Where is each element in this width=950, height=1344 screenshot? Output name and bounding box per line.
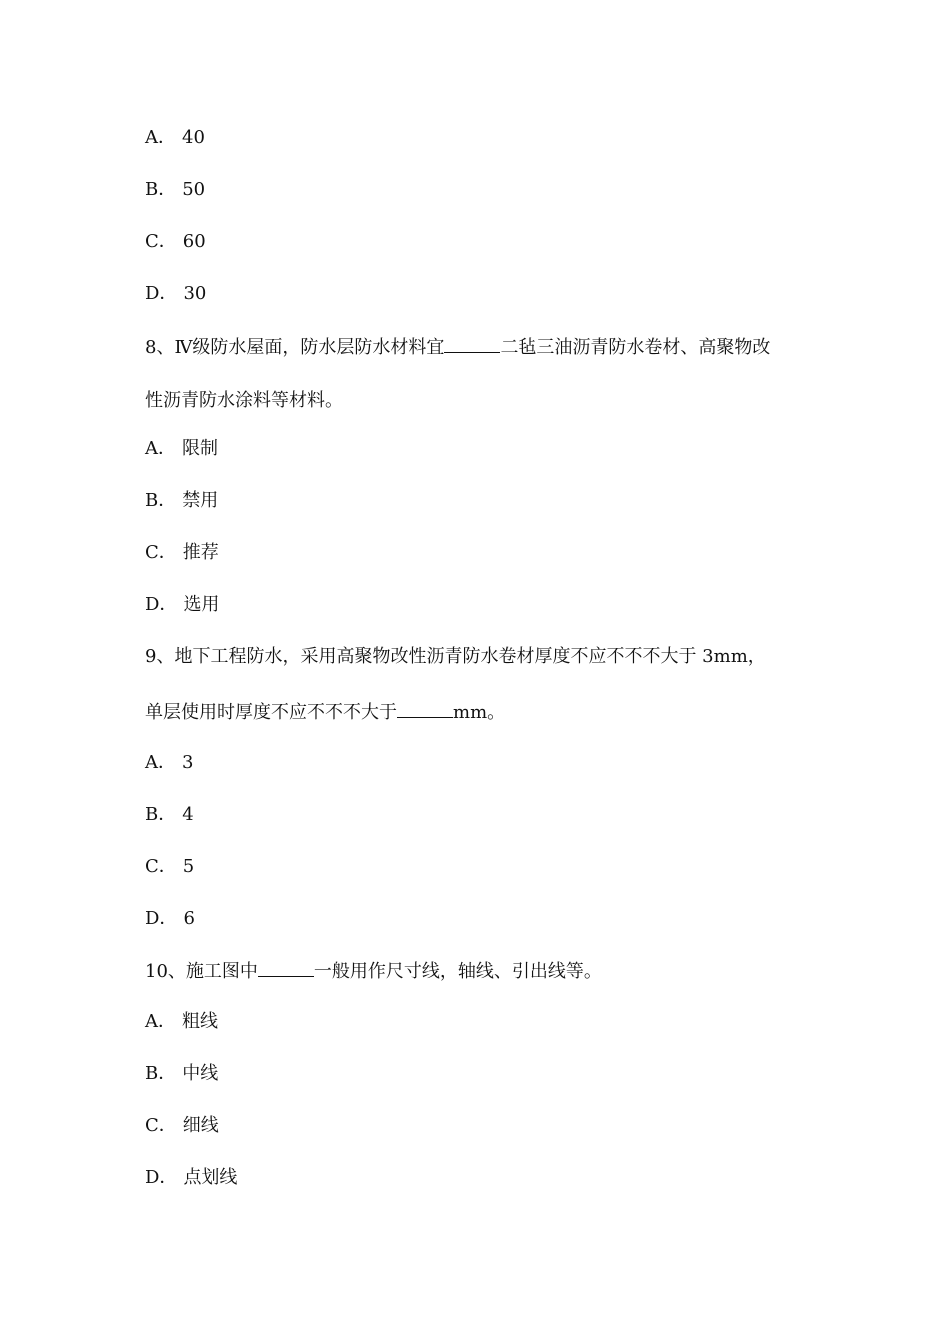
option-label: C． bbox=[145, 542, 177, 563]
answer-blank bbox=[258, 958, 314, 977]
option-text: 限制 bbox=[182, 438, 218, 459]
option-b bbox=[145, 803, 194, 827]
option-label: A． bbox=[145, 438, 176, 459]
option-d bbox=[145, 282, 206, 306]
option-a bbox=[145, 1010, 218, 1034]
question-8-line-2 bbox=[145, 389, 343, 413]
question-text-post: mm。 bbox=[453, 702, 506, 723]
option-a bbox=[145, 437, 218, 461]
option-label: D． bbox=[145, 283, 178, 304]
option-a bbox=[145, 126, 205, 150]
option-d bbox=[145, 593, 219, 617]
question-text: 性沥青防水涂料等材料。 bbox=[145, 390, 343, 411]
question-text: 9、地下工程防水，采用高聚物改性沥青防水卷材厚度不应不不不大于 3mm， bbox=[145, 646, 766, 667]
option-label: D． bbox=[145, 1167, 178, 1188]
option-text: 60 bbox=[182, 231, 206, 252]
question-text-pre: 单层使用时厚度不应不不不大于 bbox=[145, 702, 397, 723]
question-8-line-1 bbox=[145, 334, 770, 360]
option-label: C． bbox=[145, 1115, 177, 1136]
question-9-line-2 bbox=[145, 699, 505, 725]
option-text: 粗线 bbox=[182, 1011, 218, 1032]
option-label: A． bbox=[145, 752, 176, 773]
option-text: 30 bbox=[183, 283, 207, 304]
option-label: B． bbox=[145, 804, 177, 825]
option-text: 点划线 bbox=[183, 1167, 238, 1188]
option-text: 中线 bbox=[182, 1063, 219, 1084]
option-label: A． bbox=[145, 127, 176, 148]
question-text-post: 一般用作尺寸线，轴线、引出线等。 bbox=[313, 961, 602, 982]
option-b bbox=[145, 178, 205, 202]
answer-blank bbox=[444, 334, 500, 353]
option-text: 细线 bbox=[182, 1115, 219, 1136]
option-text: 3 bbox=[182, 752, 194, 773]
option-label: D． bbox=[145, 908, 178, 929]
option-text: 禁用 bbox=[182, 490, 219, 511]
option-b bbox=[145, 1062, 218, 1086]
question-text-post: 二毡三油沥青防水卷材、高聚物改 bbox=[500, 337, 771, 358]
option-d bbox=[145, 1166, 237, 1190]
option-label: B． bbox=[145, 1063, 177, 1084]
option-label: A． bbox=[145, 1011, 176, 1032]
option-c bbox=[145, 1114, 219, 1138]
answer-blank bbox=[397, 699, 453, 718]
option-label: C． bbox=[145, 856, 177, 877]
question-10-line-1 bbox=[145, 958, 602, 984]
option-c bbox=[145, 230, 206, 254]
option-text: 40 bbox=[182, 127, 205, 148]
question-text-pre: 10、施工图中 bbox=[145, 961, 258, 982]
option-b bbox=[145, 489, 218, 513]
question-text-pre: 8、Ⅳ级防水屋面，防水层防水材料宜 bbox=[145, 337, 445, 358]
option-label: B． bbox=[145, 179, 177, 200]
option-text: 6 bbox=[183, 908, 195, 929]
option-text: 50 bbox=[182, 179, 206, 200]
option-a bbox=[145, 751, 193, 775]
option-text: 4 bbox=[182, 804, 194, 825]
option-label: C． bbox=[145, 231, 177, 252]
option-label: B． bbox=[145, 490, 177, 511]
option-text: 选用 bbox=[183, 594, 220, 615]
option-text: 5 bbox=[182, 856, 195, 877]
option-label: D． bbox=[145, 594, 178, 615]
option-c bbox=[145, 855, 194, 879]
option-d bbox=[145, 907, 195, 931]
option-c bbox=[145, 541, 219, 565]
option-text: 推荐 bbox=[182, 542, 219, 563]
question-9-line-1 bbox=[145, 645, 766, 669]
